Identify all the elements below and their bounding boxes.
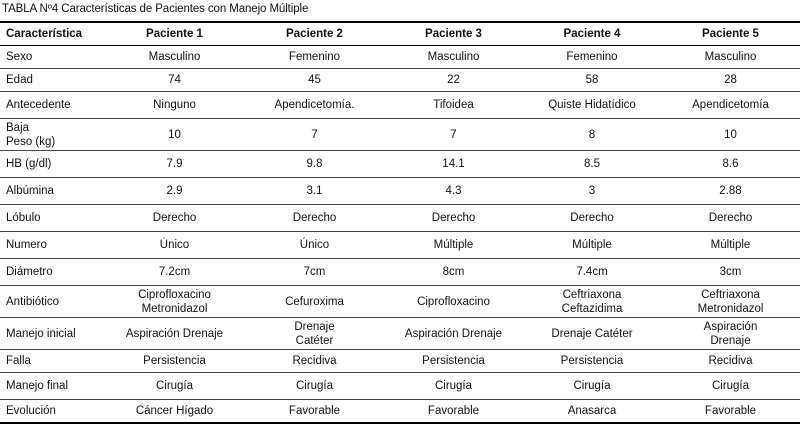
table-cell: 8 [523,119,661,151]
table-cell: 2.9 [104,178,245,205]
table-row [0,178,800,205]
table-cell: Apendicetomía. [245,92,384,119]
row-label: Lóbulo [0,205,104,232]
table-cell: 7 [384,119,523,151]
table-cell: Cirugía [661,373,800,400]
table-cell: Persistencia [104,350,245,373]
table-cell: Derecho [523,205,661,232]
table-cell: Persistencia [523,350,661,373]
table-caption: TABLA Nº4 Características de Pacientes con Manejo Múltiple [2,3,309,15]
table-cell: Masculino [104,46,245,69]
table-cell: Recidiva [661,350,800,373]
table-cell: Drenaje Catéter [523,318,661,350]
table-cell: 74 [104,69,245,92]
table-row [0,151,800,178]
table-cell: 14.1 [384,151,523,178]
table-cell: 7cm [245,259,384,286]
table-cell: Ciprofloxacino [384,286,523,318]
table-cell: 22 [384,69,523,92]
table-cell: 7 [245,119,384,151]
table-row [0,259,800,286]
column-header: Paciente 4 [523,22,661,46]
table-cell: 8cm [384,259,523,286]
table-cell: Aspiración Drenaje [104,318,245,350]
table-cell: 10 [104,119,245,151]
table-cell: Derecho [384,205,523,232]
column-header: Paciente 2 [245,22,384,46]
row-label: Manejo final [0,373,104,400]
row-label: Antecedente [0,92,104,119]
table-cell: Múltiple [523,232,661,259]
table-cell: Cáncer Hígado [104,400,245,424]
row-label: Falla [0,350,104,373]
table-cell: Aspiración Drenaje [661,318,800,350]
table-row [0,119,800,151]
table-cell: Ninguno [104,92,245,119]
patients-table [0,21,800,424]
column-header: Paciente 3 [384,22,523,46]
table-row [0,286,800,318]
row-label: Manejo inicial [0,318,104,350]
table-cell: 8.6 [661,151,800,178]
table-cell: Único [104,232,245,259]
row-label: Diámetro [0,259,104,286]
table-row [0,46,800,69]
table-cell: Cirugía [523,373,661,400]
table-cell: Recidiva [245,350,384,373]
table-cell: 7.2cm [104,259,245,286]
table-cell: 10 [661,119,800,151]
table-cell: Cirugía [104,373,245,400]
table-cell: 8.5 [523,151,661,178]
row-label: Baja Peso (kg) [0,119,104,151]
table-cell: Anasarca [523,400,661,424]
table-row [0,400,800,424]
table-cell: Cirugía [384,373,523,400]
table-cell: Favorable [245,400,384,424]
table-cell: Ciprofloxacino Metronidazol [104,286,245,318]
column-header: Paciente 1 [104,22,245,46]
table-cell: 3cm [661,259,800,286]
table-cell: Drenaje Catéter [245,318,384,350]
table-cell: Quiste Hidatídico [523,92,661,119]
table-cell: Favorable [661,400,800,424]
row-label: Sexo [0,46,104,69]
table-row [0,205,800,232]
table-row [0,373,800,400]
column-header: Paciente 5 [661,22,800,46]
table-cell: Femenino [523,46,661,69]
table-cell: Múltiple [384,232,523,259]
table-cell: 45 [245,69,384,92]
row-label: Edad [0,69,104,92]
table-cell: Masculino [661,46,800,69]
row-label: Numero [0,232,104,259]
table-row [0,92,800,119]
table-cell: Tifoidea [384,92,523,119]
table-cell: 3 [523,178,661,205]
table-cell: Único [245,232,384,259]
table-cell: Derecho [104,205,245,232]
row-label: Albúmina [0,178,104,205]
table-cell: Aspiración Drenaje [384,318,523,350]
table-cell: Favorable [384,400,523,424]
row-label: Evolución [0,400,104,424]
table-cell: Femenino [245,46,384,69]
table-cell: Cefuroxima [245,286,384,318]
column-header: Característica [0,22,104,46]
table-cell: 58 [523,69,661,92]
table-cell: Múltiple [661,232,800,259]
row-label: HB (g/dl) [0,151,104,178]
table-cell: 28 [661,69,800,92]
table-cell: 9.8 [245,151,384,178]
table-row [0,318,800,350]
table-row [0,232,800,259]
table-row [0,350,800,373]
table-cell: Masculino [384,46,523,69]
table-cell: Ceftriaxona Metronidazol [661,286,800,318]
row-label: Antibiótico [0,286,104,318]
table-row [0,69,800,92]
table-cell: 2.88 [661,178,800,205]
table-cell: 7.9 [104,151,245,178]
table-cell: Cirugía [245,373,384,400]
header-row [0,22,800,46]
table-cell: 7.4cm [523,259,661,286]
table-cell: Ceftriaxona Ceftazidima [523,286,661,318]
table-cell: 3.1 [245,178,384,205]
table-cell: Apendicetomía [661,92,800,119]
table-cell: Derecho [661,205,800,232]
table-cell: 4.3 [384,178,523,205]
table-cell: Persistencia [384,350,523,373]
table-cell: Derecho [245,205,384,232]
